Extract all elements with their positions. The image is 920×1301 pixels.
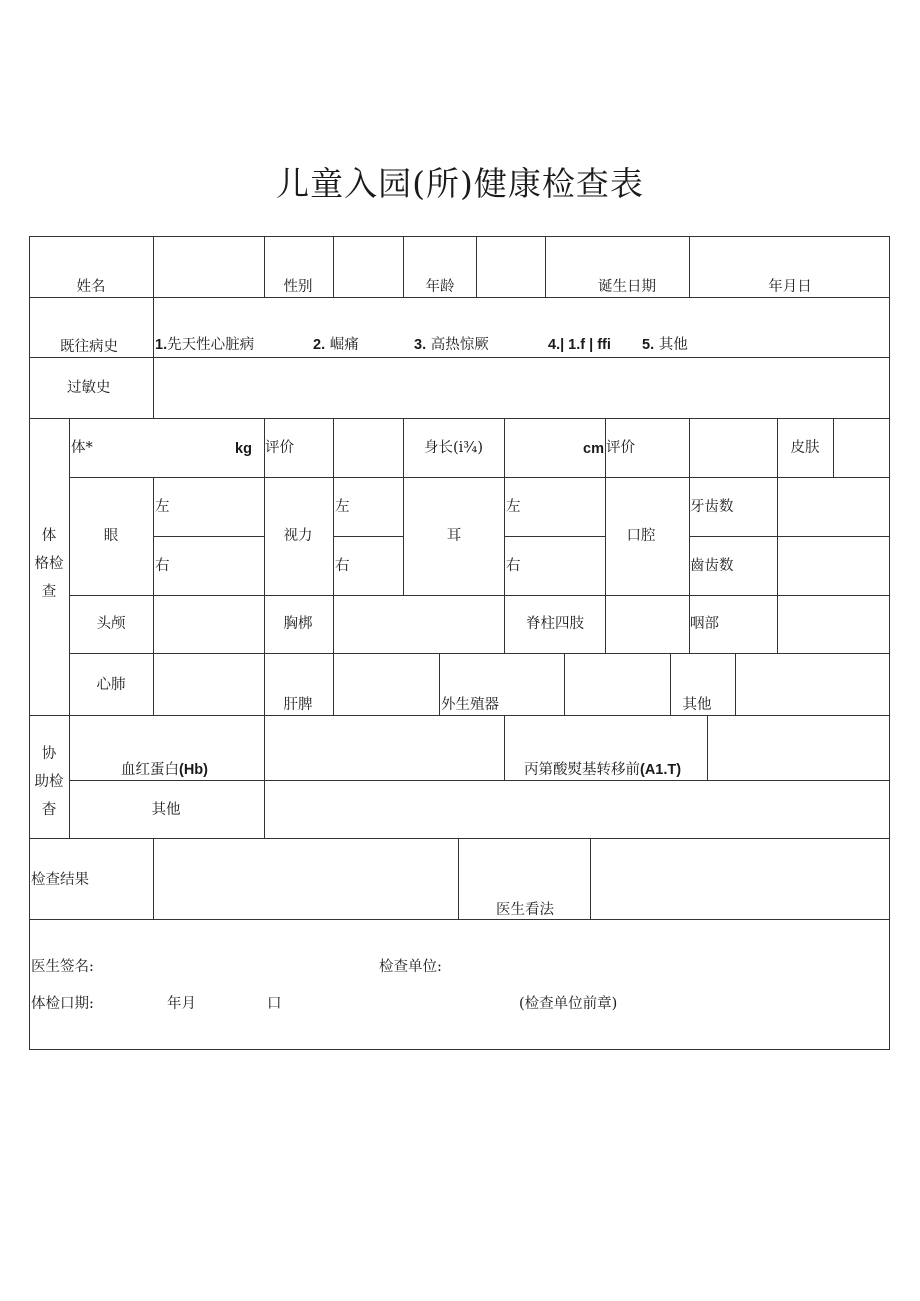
doctor-opinion-label: 医生看法 — [496, 902, 554, 918]
exam-date-day: 口 — [267, 996, 282, 1012]
heart-lung-label: 心肺 — [96, 677, 126, 693]
hemoglobin-label: 血红蛋白(Hb) — [121, 762, 208, 778]
teeth-count-label: 牙齿数 — [690, 499, 734, 515]
alt-label: 丙第酸熨基转移前(A1.T) — [524, 762, 682, 778]
height-unit: cm — [583, 441, 604, 457]
birth-date-value: 年月日 — [768, 279, 812, 295]
exam-date-year-month: 年月 — [167, 996, 196, 1012]
weight-eval-label: 评价 — [265, 440, 294, 456]
history-option-5: 5. 其他 — [642, 337, 688, 353]
genital-label: 外生殖器 — [441, 697, 499, 713]
history-option-1: 1.先天性心脏病 — [155, 337, 255, 353]
form-title: 儿童入园(所)健康检查表 — [276, 164, 644, 203]
weight-unit: kg — [235, 441, 252, 457]
ear-left-label: 左 — [506, 499, 521, 515]
age-label: 年龄 — [425, 279, 455, 295]
liver-spleen-label: 肝脾 — [283, 697, 313, 713]
birth-date-label: 诞生日期 — [598, 279, 656, 295]
eye-left-label: 左 — [155, 499, 170, 515]
doctor-signature-label: 医生签名: — [31, 959, 94, 975]
history-option-4: 4.| 1.f | ffi — [548, 337, 611, 353]
spine-limbs-label: 脊柱四肢 — [526, 616, 584, 632]
eye-label: 眼 — [103, 528, 119, 544]
skin-label: 皮肤 — [790, 440, 820, 456]
history-label: 既往病史 — [60, 339, 118, 355]
height-label: 身长(i¾) — [424, 440, 484, 456]
vision-left-label: 左 — [335, 499, 350, 515]
assist-other-label: 其他 — [151, 802, 181, 818]
unit-stamp-label: (检查单位前章) — [519, 996, 618, 1012]
caries-count-label: 齒齿数 — [690, 558, 734, 574]
assist-section-label: 协 助检 杳 — [34, 746, 64, 818]
eye-right-label: 右 — [155, 558, 170, 574]
exam-other-label: 其他 — [682, 697, 712, 713]
history-option-3: 3. 高热惊厥 — [414, 337, 489, 353]
exam-date-label: 体检口期: — [31, 996, 94, 1012]
head-label: 头颅 — [96, 616, 126, 632]
exam-result-label: 检查结果 — [31, 872, 89, 888]
history-option-2: 2. 崛痛 — [313, 337, 359, 353]
name-label: 姓名 — [76, 279, 106, 295]
weight-label: 体* — [71, 440, 93, 456]
ear-right-label: 右 — [506, 558, 521, 574]
vision-right-label: 右 — [335, 558, 350, 574]
exam-unit-label: 检查单位: — [379, 959, 442, 975]
throat-label: 咽部 — [690, 616, 719, 632]
vision-label: 视力 — [283, 528, 313, 544]
exam-section-label: 体 格检 查 — [34, 528, 64, 600]
chest-label: 胸梆 — [283, 616, 313, 632]
ear-label: 耳 — [446, 528, 462, 544]
gender-label: 性别 — [283, 279, 313, 295]
allergy-label: 过敏史 — [67, 380, 111, 396]
mouth-label: 口腔 — [626, 528, 656, 544]
height-eval-label: 评价 — [606, 440, 635, 456]
